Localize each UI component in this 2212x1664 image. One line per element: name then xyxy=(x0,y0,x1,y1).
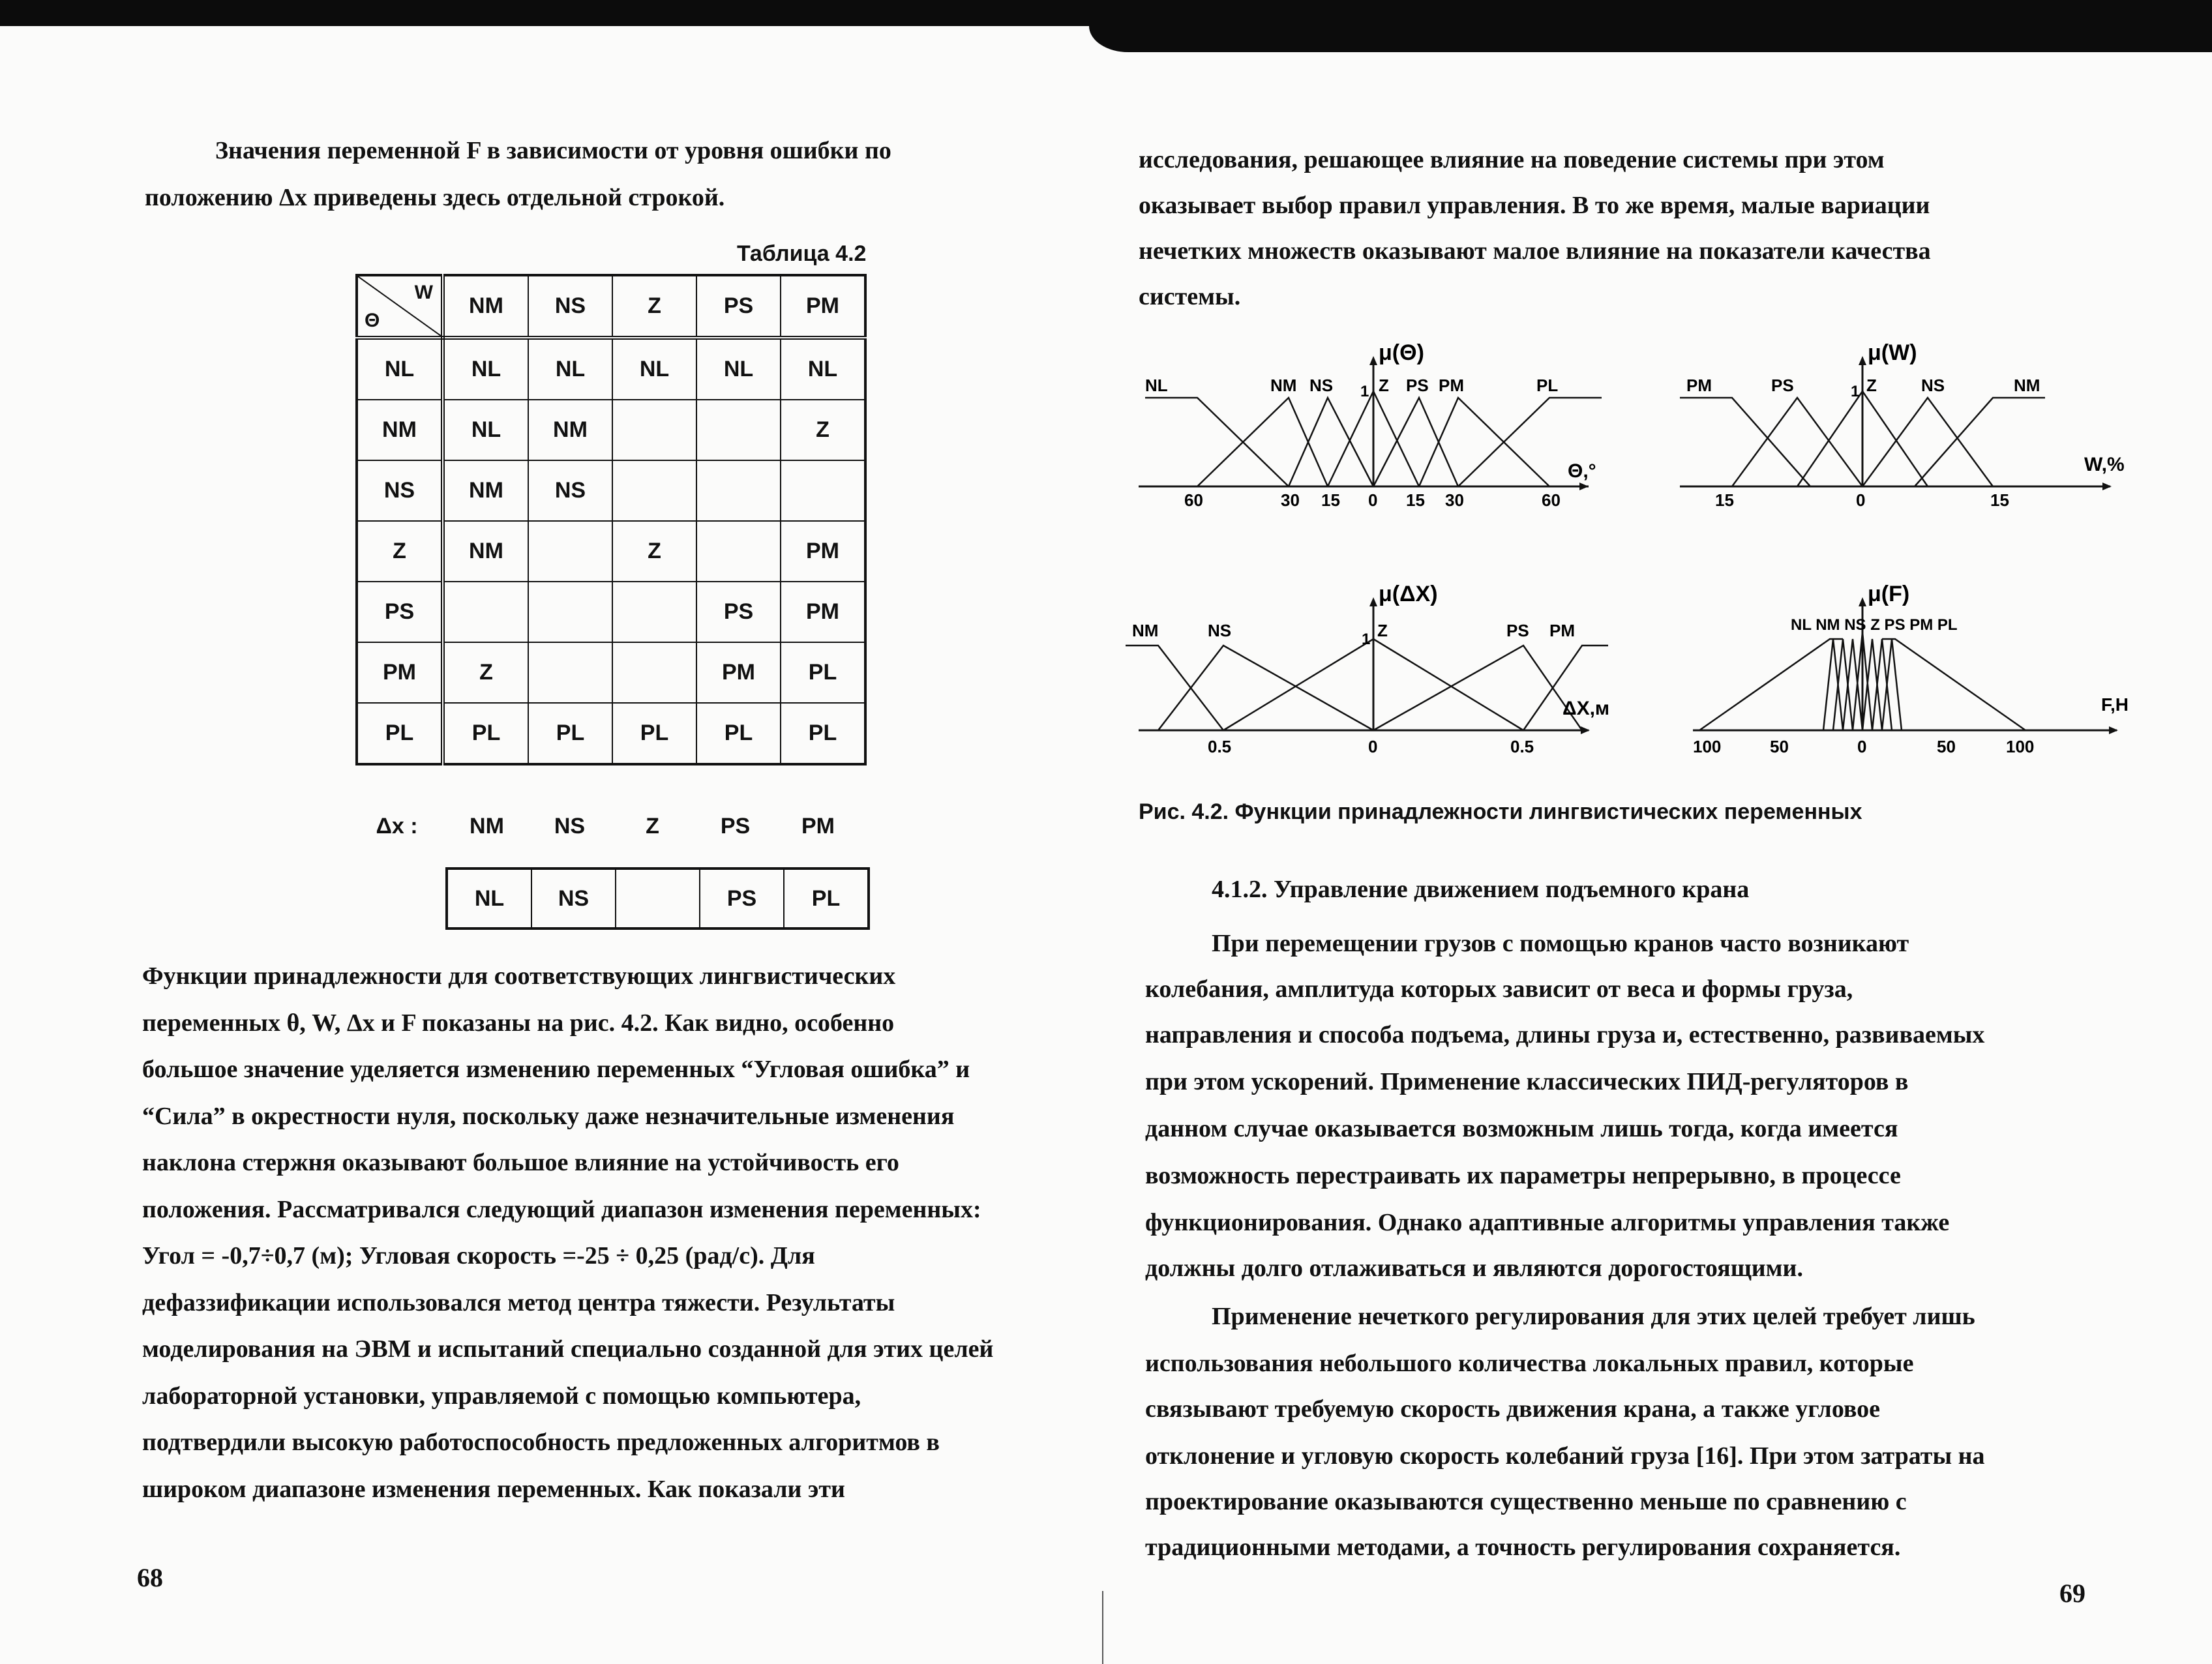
w-y-arrow xyxy=(1859,356,1866,365)
dx-set-label: PM xyxy=(1549,621,1575,640)
row-header: NS xyxy=(357,460,443,521)
table-cell: Z xyxy=(443,642,528,703)
theta-xlabel: Θ,° xyxy=(1568,460,1596,482)
w-set-label: PS xyxy=(1771,376,1794,395)
table-cell: PM xyxy=(781,582,865,642)
f-set-pl xyxy=(1882,639,2025,730)
w-ylabel: μ(W) xyxy=(1868,340,1917,365)
top-line: системы. xyxy=(1139,283,1241,310)
f-y-arrow xyxy=(1859,597,1866,606)
dx-cell: PS xyxy=(700,869,784,929)
f-membership-chart xyxy=(1693,567,2162,763)
col-header: Z xyxy=(612,275,696,338)
table-cell: PL xyxy=(696,703,781,764)
body-line: широком диапазоне изменения переменных. Как показали эти xyxy=(142,1476,845,1503)
table-cell xyxy=(612,400,696,460)
theta-tick: 15 xyxy=(1321,490,1340,510)
table-cell xyxy=(443,582,528,642)
f-tick: 100 xyxy=(1693,737,1722,756)
table-cell: PL xyxy=(781,642,865,703)
theta-tick: 30 xyxy=(1281,490,1300,510)
f-tick: 0 xyxy=(1857,737,1867,756)
top-line: исследования, решающее влияние на поведение системы при этом xyxy=(1139,146,1885,173)
f-set-nl xyxy=(1699,639,1843,730)
body-line: лабораторной установки, управляемой с помощью компьютера, xyxy=(142,1382,861,1410)
table-cell: NL xyxy=(781,338,865,400)
w-set-ps xyxy=(1732,398,1862,486)
row-header: PL xyxy=(357,703,443,764)
w-one-label: 1 xyxy=(1851,383,1860,400)
table-cell xyxy=(528,582,612,642)
table-cell: Z xyxy=(781,400,865,460)
w-set-label: Z xyxy=(1866,376,1877,395)
table-cell xyxy=(612,460,696,521)
figure-caption: Рис. 4.2. Функции принадлежности лингвистических переменных xyxy=(1139,799,1862,824)
w-tick: 0 xyxy=(1856,490,1866,510)
body-line: моделирования на ЭВМ и испытаний специально созданной для этих целей xyxy=(142,1335,994,1363)
w-xlabel: W,% xyxy=(2084,454,2125,475)
dx-set-lines xyxy=(1126,639,1608,730)
rule-table xyxy=(355,274,867,765)
w-set-nm xyxy=(1915,398,2045,486)
dx-tick: 0.5 xyxy=(1208,737,1232,756)
table-cell: PM xyxy=(696,642,781,703)
table-header-row xyxy=(357,275,865,338)
f-set-pm xyxy=(1872,639,1892,730)
table-cell xyxy=(696,521,781,582)
theta-set-nl xyxy=(1145,398,1289,486)
dx-xlabel: ΔX,м xyxy=(1562,698,1610,719)
table-corner-cell xyxy=(357,275,443,338)
theta-set-label: NM xyxy=(1270,376,1297,395)
table-caption: Таблица 4.2 xyxy=(737,241,867,266)
body-line: подтвердили высокую работоспособность предложенных алгоритмов в xyxy=(142,1429,940,1456)
body-line: использования небольшого количества локальных правил, которые xyxy=(1145,1350,1914,1377)
theta-x-arrow xyxy=(1579,483,1589,490)
dx-header: PS xyxy=(720,814,751,839)
body-line: отклонение и угловую скорость колебаний груза [16]. При этом затраты на xyxy=(1145,1442,1985,1470)
body-line: Угол = -0,7÷0,7 (м); Угловая скорость =-25 ÷ 0,25 (рад/с). Для xyxy=(142,1242,815,1270)
table-cell: PL xyxy=(443,703,528,764)
table-cell: PL xyxy=(781,703,865,764)
body-line: связывают требуемую скорость движения крана, а также угловое xyxy=(1145,1395,1881,1423)
right-page xyxy=(1106,0,2212,1664)
table-cell: NL xyxy=(528,338,612,400)
w-tick: 15 xyxy=(1990,490,2009,510)
theta-y-arrow xyxy=(1369,356,1377,365)
dx-tick: 0 xyxy=(1368,737,1378,756)
table-row xyxy=(357,400,865,460)
table-row xyxy=(357,338,865,400)
w-membership-chart xyxy=(1680,333,2162,522)
table-row xyxy=(357,642,865,703)
theta-set-ns xyxy=(1289,398,1373,486)
row-header: NL xyxy=(357,338,443,400)
theta-set-label: NL xyxy=(1145,376,1168,395)
body-line: колебания, амплитуда которых зависит от веса и формы груза, xyxy=(1145,975,1853,1003)
theta-tick: 15 xyxy=(1406,490,1425,510)
f-x-arrow xyxy=(2109,726,2118,734)
table-row xyxy=(447,869,869,929)
body-line: функционирования. Однако адаптивные алгоритмы управления также xyxy=(1145,1209,1950,1236)
body-line: должны долго отлаживаться и являются дорогостоящими. xyxy=(1145,1255,1803,1282)
corner-theta-label: Θ xyxy=(365,310,380,331)
table-cell xyxy=(528,642,612,703)
dx-cell: NS xyxy=(531,869,616,929)
book-gutter xyxy=(1102,1591,1103,1664)
dx-set-label: NS xyxy=(1208,621,1232,640)
col-header: NM xyxy=(443,275,528,338)
w-set-label: NM xyxy=(2014,376,2040,395)
body-line: при этом ускорений. Применение классических ПИД-регуляторов в xyxy=(1145,1068,1909,1095)
left-page xyxy=(0,0,1102,1664)
body-line: Применение нечеткого регулирования для этих целей требует лишь xyxy=(1212,1303,1975,1330)
body-line: большое значение уделяется изменению переменных “Угловая ошибка” и xyxy=(142,1056,970,1083)
dx-header: NS xyxy=(554,814,586,839)
f-xlabel: F,H xyxy=(2101,694,2129,715)
body-line: Функции принадлежности для соответствующих лингвистических xyxy=(142,962,896,990)
theta-tick: 60 xyxy=(1184,490,1203,510)
dx-cell xyxy=(616,869,700,929)
col-header: PM xyxy=(781,275,865,338)
theta-set-label: NS xyxy=(1309,376,1334,395)
w-set-ns xyxy=(1862,398,1993,486)
dx-set-label: PS xyxy=(1506,621,1529,640)
theta-one-label: 1 xyxy=(1360,383,1369,400)
intro-line-1: Значения переменной F в зависимости от уровня ошибки по xyxy=(215,137,891,164)
dx-header: NM xyxy=(470,814,504,839)
theta-tick: 60 xyxy=(1542,490,1561,510)
body-line: возможность перестраивать их параметры непрерывно, в процессе xyxy=(1145,1162,1901,1189)
table-cell: PS xyxy=(696,582,781,642)
theta-tick: 30 xyxy=(1445,490,1464,510)
dx-header: PM xyxy=(801,814,835,839)
body-line: направления и способа подъема, длины груза и, естественно, развиваемых xyxy=(1145,1021,1985,1048)
body-line: данном случае оказывается возможным лишь тогда, когда имеется xyxy=(1145,1115,1898,1142)
table-cell: PM xyxy=(781,521,865,582)
table-cell: NM xyxy=(528,400,612,460)
dx-membership-chart xyxy=(1126,567,1634,763)
f-set-nm xyxy=(1823,639,1843,730)
body-line: положения. Рассматривался следующий диапазон изменения переменных: xyxy=(142,1196,981,1223)
col-header: NS xyxy=(528,275,612,338)
f-tick: 50 xyxy=(1770,737,1789,756)
f-ylabel: μ(F) xyxy=(1868,582,1910,606)
table-cell xyxy=(612,582,696,642)
dx-set-label: NM xyxy=(1132,621,1159,640)
dx-x-arrow xyxy=(1581,726,1590,734)
intro-line-2: положению Δx приведены здесь отдельной строкой. xyxy=(145,184,725,211)
dx-one-label: 1 xyxy=(1362,631,1371,648)
table-cell: Z xyxy=(612,521,696,582)
theta-ylabel: μ(Θ) xyxy=(1379,340,1424,365)
top-line: нечетких множеств оказывают малое влияние на показатели качества xyxy=(1139,237,1931,265)
table-cell xyxy=(696,460,781,521)
dx-label: Δx : xyxy=(376,814,418,839)
row-header: PM xyxy=(357,642,443,703)
col-header: PS xyxy=(696,275,781,338)
body-line: При перемещении грузов с помощью кранов часто возникают xyxy=(1212,930,1909,957)
dx-tick: 0.5 xyxy=(1510,737,1534,756)
w-set-label: PM xyxy=(1686,376,1712,395)
table-cell: NL xyxy=(612,338,696,400)
dx-value-table xyxy=(445,867,870,930)
body-line: переменных θ, W, Δx и F показаны на рис. 4.2. Как видно, особенно xyxy=(142,1009,895,1037)
theta-set-ps xyxy=(1373,398,1458,486)
w-set-pm xyxy=(1680,398,1810,486)
f-set-pm2 xyxy=(1882,639,1902,730)
f-set-nm2 xyxy=(1833,639,1853,730)
page-number-right: 69 xyxy=(2059,1579,2085,1608)
theta-membership-chart xyxy=(1132,333,1628,522)
theta-set-pm xyxy=(1419,398,1549,486)
row-header: Z xyxy=(357,521,443,582)
f-set-labels: NL NM NS Z PS PM PL xyxy=(1791,616,1958,634)
theta-set-label: PS xyxy=(1406,376,1429,395)
table-row xyxy=(357,582,865,642)
dx-cell: NL xyxy=(447,869,531,929)
table-cell: PL xyxy=(528,703,612,764)
table-cell: NM xyxy=(443,460,528,521)
dx-ylabel: μ(ΔX) xyxy=(1379,582,1438,606)
table-cell xyxy=(528,521,612,582)
table-cell: NS xyxy=(528,460,612,521)
body-line: “Сила” в окрестности нуля, поскольку даже незначительные изменения xyxy=(142,1103,955,1130)
body-line: традиционными методами, а точность регулирования сохраняется. xyxy=(1145,1534,1901,1561)
dx-cell: PL xyxy=(784,869,869,929)
dx-set-label: Z xyxy=(1377,621,1388,640)
table-cell: NM xyxy=(443,521,528,582)
theta-set-label: Z xyxy=(1379,376,1389,395)
theta-set-label: PL xyxy=(1536,376,1559,395)
table-cell xyxy=(696,400,781,460)
table-row xyxy=(357,460,865,521)
dx-header: Z xyxy=(646,814,659,839)
table-cell xyxy=(612,642,696,703)
body-line: дефаззификации использовался метод центра тяжести. Результаты xyxy=(142,1289,895,1316)
table-row xyxy=(357,703,865,764)
f-set-ps xyxy=(1862,639,1882,730)
f-set-ns xyxy=(1843,639,1862,730)
w-set-label: NS xyxy=(1921,376,1945,395)
f-tick: 50 xyxy=(1937,737,1956,756)
row-header: NM xyxy=(357,400,443,460)
top-line: оказывает выбор правил управления. В то же время, малые вариации xyxy=(1139,192,1930,219)
page-number-left: 68 xyxy=(137,1563,163,1592)
theta-tick: 0 xyxy=(1368,490,1378,510)
section-heading: 4.1.2. Управление движением подъемного крана xyxy=(1212,876,1750,903)
corner-w-label: W xyxy=(414,282,433,303)
table-cell xyxy=(781,460,865,521)
theta-set-label: PM xyxy=(1439,376,1464,395)
table-cell: NL xyxy=(696,338,781,400)
dx-set-nm xyxy=(1126,646,1223,730)
w-tick: 15 xyxy=(1715,490,1734,510)
dx-y-arrow xyxy=(1369,597,1377,606)
table-cell: PL xyxy=(612,703,696,764)
table-row xyxy=(357,521,865,582)
f-tick: 100 xyxy=(2006,737,2035,756)
table-cell: NL xyxy=(443,338,528,400)
w-x-arrow xyxy=(2102,483,2112,490)
body-line: наклона стержня оказывают большое влияние на устойчивость его xyxy=(142,1149,899,1176)
row-header: PS xyxy=(357,582,443,642)
table-cell: NL xyxy=(443,400,528,460)
body-line: проектирование оказываются существенно меньше по сравнению с xyxy=(1145,1488,1907,1515)
